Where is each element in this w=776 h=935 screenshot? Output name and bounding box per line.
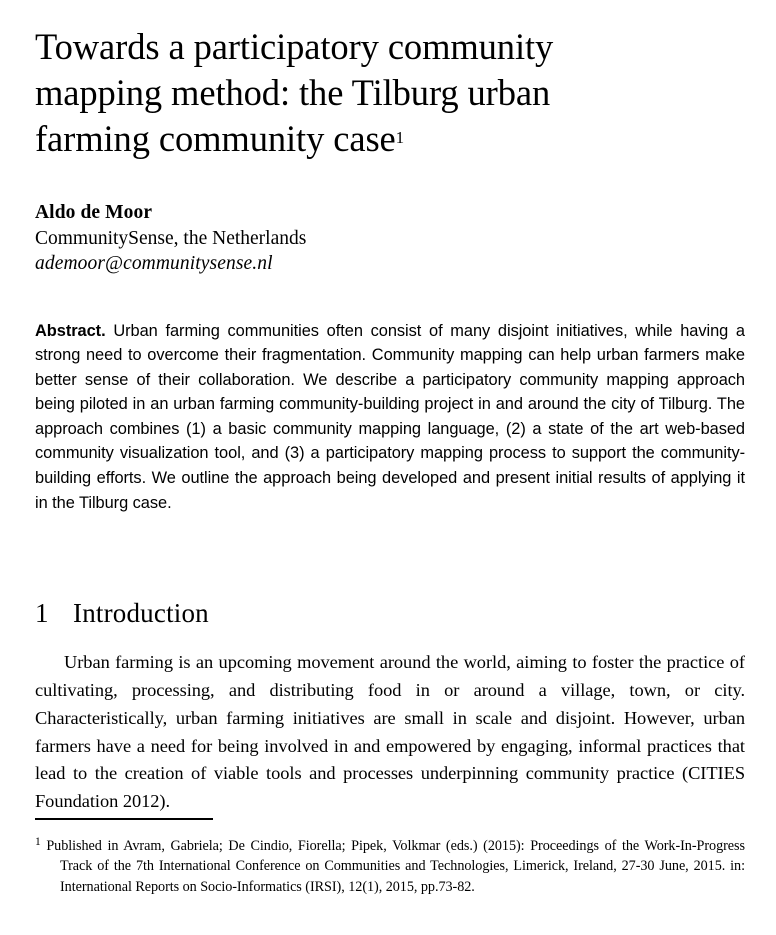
title-block <box>35 0 745 162</box>
title-footnote-marker: 1 <box>395 128 405 147</box>
footnote-separator-rule <box>35 818 213 820</box>
footnote-marker: 1 <box>35 836 41 848</box>
author-block <box>35 200 745 277</box>
abstract-label: Abstract. <box>35 321 106 340</box>
footnote-text: Published in Avram, Gabriela; De Cindio, Fiorella; Pipek, Volkmar (eds.) (2015): Proceedings of the Work-In-Progress Track of the 7th International Conference on Communities and Technologies, Limerick, Ireland, 27-30 June, 2015. in: International Reports on Socio-Informatics (IRSI), 12(1), 2015, pp.73-82. <box>46 838 745 895</box>
abstract-text: Urban farming communities often consist of many disjoint initiatives, while having a strong need to overcome their fragmentation. Community mapping can help urban farmers make better sense of their collaboration. We describe a participatory community mapping approach being piloted in an urban farming community-building project in and around the city of Tilburg. The approach combines (1) a basic community mapping language, (2) a state of the art web-based community visualization tool, and (3) a participatory mapping process to support the community-building efforts. We outline the approach being developed and present initial results of applying it in the Tilburg case. <box>35 321 745 512</box>
author-name: Aldo de Moor <box>35 202 153 223</box>
introduction-paragraph: Urban farming is an upcoming movement around the world, aiming to foster the practice of cultivating, processing, and distributing food in or around a village, town, or city. Characteristically, urban farming initiatives are small in scale and disjoint. However, urban farmers have a need for being involved in and empowered by engaging, informal practices that lead to the creation of viable tools and processes underpinning community practice (CITIES Foundation 2012). <box>35 652 745 812</box>
author-affiliation: CommunitySense, the Netherlands <box>35 227 307 249</box>
author-email: ademoor@communitysense.nl <box>35 253 273 274</box>
section-number: 1 <box>35 598 49 629</box>
footnote-area <box>35 818 745 897</box>
abstract-block <box>35 319 745 516</box>
section-title: Introduction <box>73 598 209 629</box>
page-title <box>35 24 745 162</box>
page-title-text: Towards a participatory community mapping method: the Tilburg urban farming community case <box>35 26 554 159</box>
footnote <box>35 836 745 897</box>
section-heading-introduction <box>35 597 745 629</box>
